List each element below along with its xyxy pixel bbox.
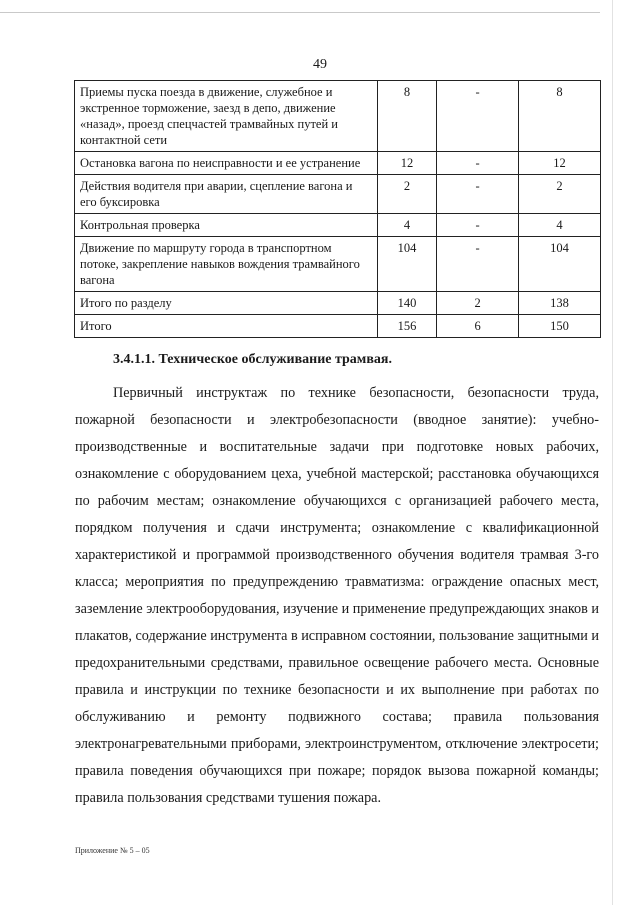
table-row <box>75 292 601 315</box>
footer-note: Приложение № 5 – 05 <box>75 846 150 855</box>
row-theory-hours: - <box>437 237 519 292</box>
row-practice-hours: 104 <box>518 237 600 292</box>
row-practice-hours: 8 <box>518 81 600 152</box>
row-total-hours: 104 <box>377 237 436 292</box>
row-practice-hours: 12 <box>518 152 600 175</box>
row-theory-hours: 2 <box>437 292 519 315</box>
row-practice-hours: 138 <box>518 292 600 315</box>
table-row <box>75 237 601 292</box>
section-paragraph: Первичный инструктаж по технике безопасности, безопасности труда, пожарной безопасности и электробезопасности (вводное занятие): учебно-производственные и воспитательные задачи при подготовке новых рабочих, ознакомление с оборудованием цеха, учебной мастерской; расстановка обучающихся по рабочим местам; ознакомление обучающихся с организацией рабочего места, порядком получения и сдачи инструмента; ознакомление с квалификационной характеристикой и программой производственного обучения водителя трамвая 3-го класса; мероприятия по предупреждению травматизма: ограждение опасных мест, заземление электрооборудования, изучение и применение предупреждающих знаков и плакатов, содержание инструмента в исправном состоянии, пользование защитными и предохранительными средствами, правильное освещение рабочего места. Основные правила и инструкции по технике безопасности и их выполнение при работах по обслуживанию и ремонту подвижного состава; правила пользования электронагревательными приборами, электроинструментом, отключение электросети; правила поведения обучающихся при пожаре; порядок вызова пожарной команды; правила пользования средствами тушения пожара. <box>75 385 599 806</box>
row-total-hours: 2 <box>377 175 436 214</box>
row-name: Действия водителя при аварии, сцепление вагона и его буксировка <box>75 175 378 214</box>
row-name: Движение по маршруту города в транспортном потоке, закрепление навыков вождения трамвайного вагона <box>75 237 378 292</box>
row-practice-hours: 4 <box>518 214 600 237</box>
row-practice-hours: 150 <box>518 315 600 338</box>
scan-top-edge-line <box>0 12 600 13</box>
page-number: 49 <box>313 57 327 72</box>
row-total-hours: 140 <box>377 292 436 315</box>
scan-right-edge-line <box>612 0 613 905</box>
row-total-hours: 12 <box>377 152 436 175</box>
row-name: Итого по разделу <box>75 292 378 315</box>
row-name: Приемы пуска поезда в движение, служебное и экстренное торможение, заезд в депо, движение «назад», проезд спецчастей трамвайных путей и контактной сети <box>75 81 378 152</box>
row-total-hours: 4 <box>377 214 436 237</box>
row-theory-hours: - <box>437 152 519 175</box>
row-total-hours: 8 <box>377 81 436 152</box>
row-name: Контрольная проверка <box>75 214 378 237</box>
row-total-hours: 156 <box>377 315 436 338</box>
row-name: Итого <box>75 315 378 338</box>
row-theory-hours: 6 <box>437 315 519 338</box>
section-heading: 3.4.1.1. Техническое обслуживание трамвая. <box>113 352 392 367</box>
table-row <box>75 214 601 237</box>
row-theory-hours: - <box>437 214 519 237</box>
row-practice-hours: 2 <box>518 175 600 214</box>
table-row <box>75 175 601 214</box>
row-name: Остановка вагона по неисправности и ее устранение <box>75 152 378 175</box>
row-theory-hours: - <box>437 175 519 214</box>
row-theory-hours: - <box>437 81 519 152</box>
table-row <box>75 81 601 152</box>
table-row <box>75 152 601 175</box>
hours-table <box>74 80 601 338</box>
table-row <box>75 315 601 338</box>
